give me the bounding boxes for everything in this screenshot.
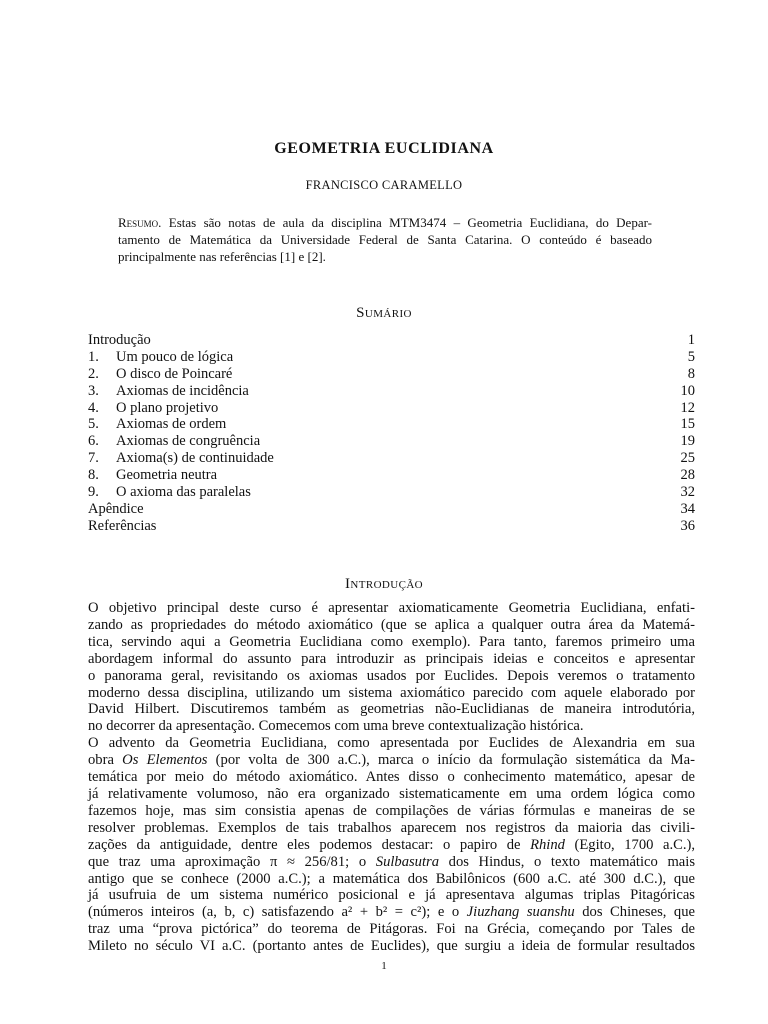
toc-entry-number: 5.: [88, 416, 99, 433]
text-line: moderno dessa disciplina, utilizando um sistema axiomático parecido com aquele elaborado por: [88, 684, 695, 701]
toc-entry-label: Introdução: [88, 332, 151, 348]
table-of-contents: [88, 332, 695, 535]
toc-entry-label: O axioma das paralelas: [116, 484, 251, 501]
toc-entry-number: 1.: [88, 348, 99, 365]
text-line: [88, 752, 695, 769]
text-line: [88, 837, 695, 854]
toc-entry[interactable]: [88, 332, 695, 349]
text-line: traz uma “prova pictórica” do teorema de Pitágoras. Foi na Grécia, começando por Tales de: [88, 921, 695, 938]
text-span: (Egito, 1700 a.C.),: [564, 836, 695, 853]
toc-entry-number: 2.: [88, 365, 99, 382]
toc-entry-page: 5: [687, 348, 695, 365]
intro-body: [88, 600, 695, 955]
text-line: antigo que se conhece (2000 a.C.); a matemática dos Babilônicos (600 a.C. até 300 d.C.), que: [88, 870, 695, 887]
author-name: FRANCISCO CARAMELLO: [305, 178, 463, 192]
toc-entry-label: O disco de Poincaré: [116, 365, 233, 382]
toc-entry-page: 19: [680, 433, 695, 450]
toc-entry-page: 32: [680, 484, 695, 501]
toc-entry-number: 8.: [88, 467, 99, 484]
text-line: fazemos hoje, mas sim consistia apenas de compilações de várias fórmulas e maneiras de se: [88, 802, 695, 819]
toc-entry[interactable]: [88, 400, 695, 417]
toc-entry-label: Geometria neutra: [116, 467, 218, 484]
text-span: dos Chineses, que: [574, 904, 696, 921]
text-span: (números inteiros (a, b, c) satisfazendo a² + b² = c²); e o: [88, 904, 467, 921]
abstract-line-3: principalmente nas referências [1] e [2].: [118, 249, 326, 264]
italic-term: Sulbasutra: [375, 853, 440, 870]
toc-entry-page: 8: [687, 365, 695, 382]
toc-entry-label: Axiomas de congruência: [116, 433, 261, 450]
toc-entry[interactable]: [88, 433, 695, 450]
toc-entry-label: Axioma(s) de continuidade: [116, 450, 274, 467]
toc-entry-page: 12: [680, 399, 695, 416]
toc-entry-label: Apêndice: [88, 500, 144, 517]
toc-entry-label: Referências: [88, 517, 157, 534]
toc-entry[interactable]: [88, 467, 695, 484]
text-line: Mileto no século VI a.C. (portanto antes de Euclides), que surgiu a ideia de formular resultados: [88, 938, 695, 955]
toc-entry-page: 15: [680, 416, 695, 433]
toc-entry[interactable]: [88, 501, 695, 518]
text-line: zando as propriedades do método axiomático (que se aplica a qualquer outra área da Matemá-: [88, 616, 695, 633]
paper-title: GEOMETRIA EUCLIDIANA: [274, 140, 494, 157]
italic-term: Jiuzhang suanshu: [466, 904, 575, 921]
toc-entry-label: Um pouco de lógica: [116, 348, 234, 365]
page-number: 1: [381, 960, 387, 972]
text-line: temática por meio do método axiomático. Antes disso o conhecimento matemático, apesar de: [88, 769, 695, 786]
text-line: O advento da Geometria Euclidiana, como apresentada por Euclides de Alexandria em sua: [88, 735, 695, 752]
text-line: já relativamente volumoso, não era organizado sistematicamente em uma ordem lógica como: [88, 785, 695, 802]
text-span: (por volta de 300 a.C.), marca o início da formulação sistemática da Ma-: [207, 752, 695, 769]
toc-entry-page: 25: [680, 450, 695, 467]
abstract-label: Resumo.: [118, 215, 162, 230]
toc-entry[interactable]: [88, 416, 695, 433]
text-line: já usufruia de um sistema numérico posicional e já apresentava algumas triplas Pitagóricas: [88, 887, 695, 904]
text-line: o panorama geral, revisitando os axiomas usados por Euclides. Depois veremos o tratamento: [88, 667, 695, 684]
toc-entry-label: O plano projetivo: [116, 399, 219, 416]
toc-entry-number: 4.: [88, 399, 99, 416]
text-span: zações da antiguidade, dentre eles podemos destacar: o papiro de: [88, 836, 531, 853]
toc-entry[interactable]: [88, 349, 695, 366]
toc-entry[interactable]: [88, 383, 695, 400]
toc-entry-label: Axiomas de incidência: [116, 382, 249, 399]
abstract-line-2: tamento de Matemática da Universidade Federal de Santa Catarina. O conteúdo é baseado: [118, 232, 652, 247]
abstract-line-1: Estas são notas de aula da disciplina MTM3474 – Geometria Euclidiana, do Depar-: [168, 215, 652, 230]
text-line: [88, 854, 695, 871]
text-span: dos Hindus, o texto matemático mais: [439, 853, 696, 870]
toc-entry[interactable]: [88, 518, 695, 535]
toc-entry-number: 7.: [88, 450, 99, 467]
abstract: [118, 214, 652, 265]
toc-heading: Sumário: [356, 305, 412, 321]
toc-entry-label: Axiomas de ordem: [116, 416, 227, 433]
toc-entry-page: 1: [687, 332, 695, 348]
toc-entry[interactable]: [88, 484, 695, 501]
intro-paragraph-2: [88, 735, 695, 955]
italic-term: Rhind: [530, 836, 565, 853]
text-line: resolver problemas. Exemplos de tais trabalhos aparecem nos registros da maioria das civili-: [88, 819, 695, 836]
italic-title: Os Elementos: [122, 752, 208, 769]
text-line: no decorrer da apresentação. Comecemos com uma breve contextualização histórica.: [88, 718, 584, 735]
text-span: obra: [88, 752, 123, 769]
intro-heading: Introdução: [344, 576, 424, 592]
toc-entry-number: 9.: [88, 484, 99, 501]
text-line: David Hilbert. Discutiremos também as geometrias não-Euclidianas de maneira introdutória,: [88, 701, 695, 718]
text-span: que traz uma aproximação π ≈ 256/81; o: [88, 853, 376, 870]
toc-entry-page: 34: [680, 500, 695, 517]
toc-entry-number: 6.: [88, 433, 99, 450]
toc-entry[interactable]: [88, 366, 695, 383]
text-line: tica, servindo aqui a Geometria Euclidiana como exemplo). Para tanto, faremos primeiro uma: [88, 633, 695, 650]
toc-entry[interactable]: [88, 450, 695, 467]
text-line: O objetivo principal deste curso é apresentar axiomaticamente Geometria Euclidiana, enfati-: [88, 600, 695, 616]
toc-entry-page: 10: [680, 382, 695, 399]
intro-paragraph-1: [88, 600, 695, 735]
toc-entry-page: 36: [680, 517, 695, 534]
text-line: [88, 904, 695, 921]
text-line: abordagem informal do assunto para introduzir as principais ideias e conceitos e apresentar: [88, 650, 695, 667]
toc-entry-number: 3.: [88, 382, 99, 399]
toc-entry-page: 28: [680, 467, 695, 484]
